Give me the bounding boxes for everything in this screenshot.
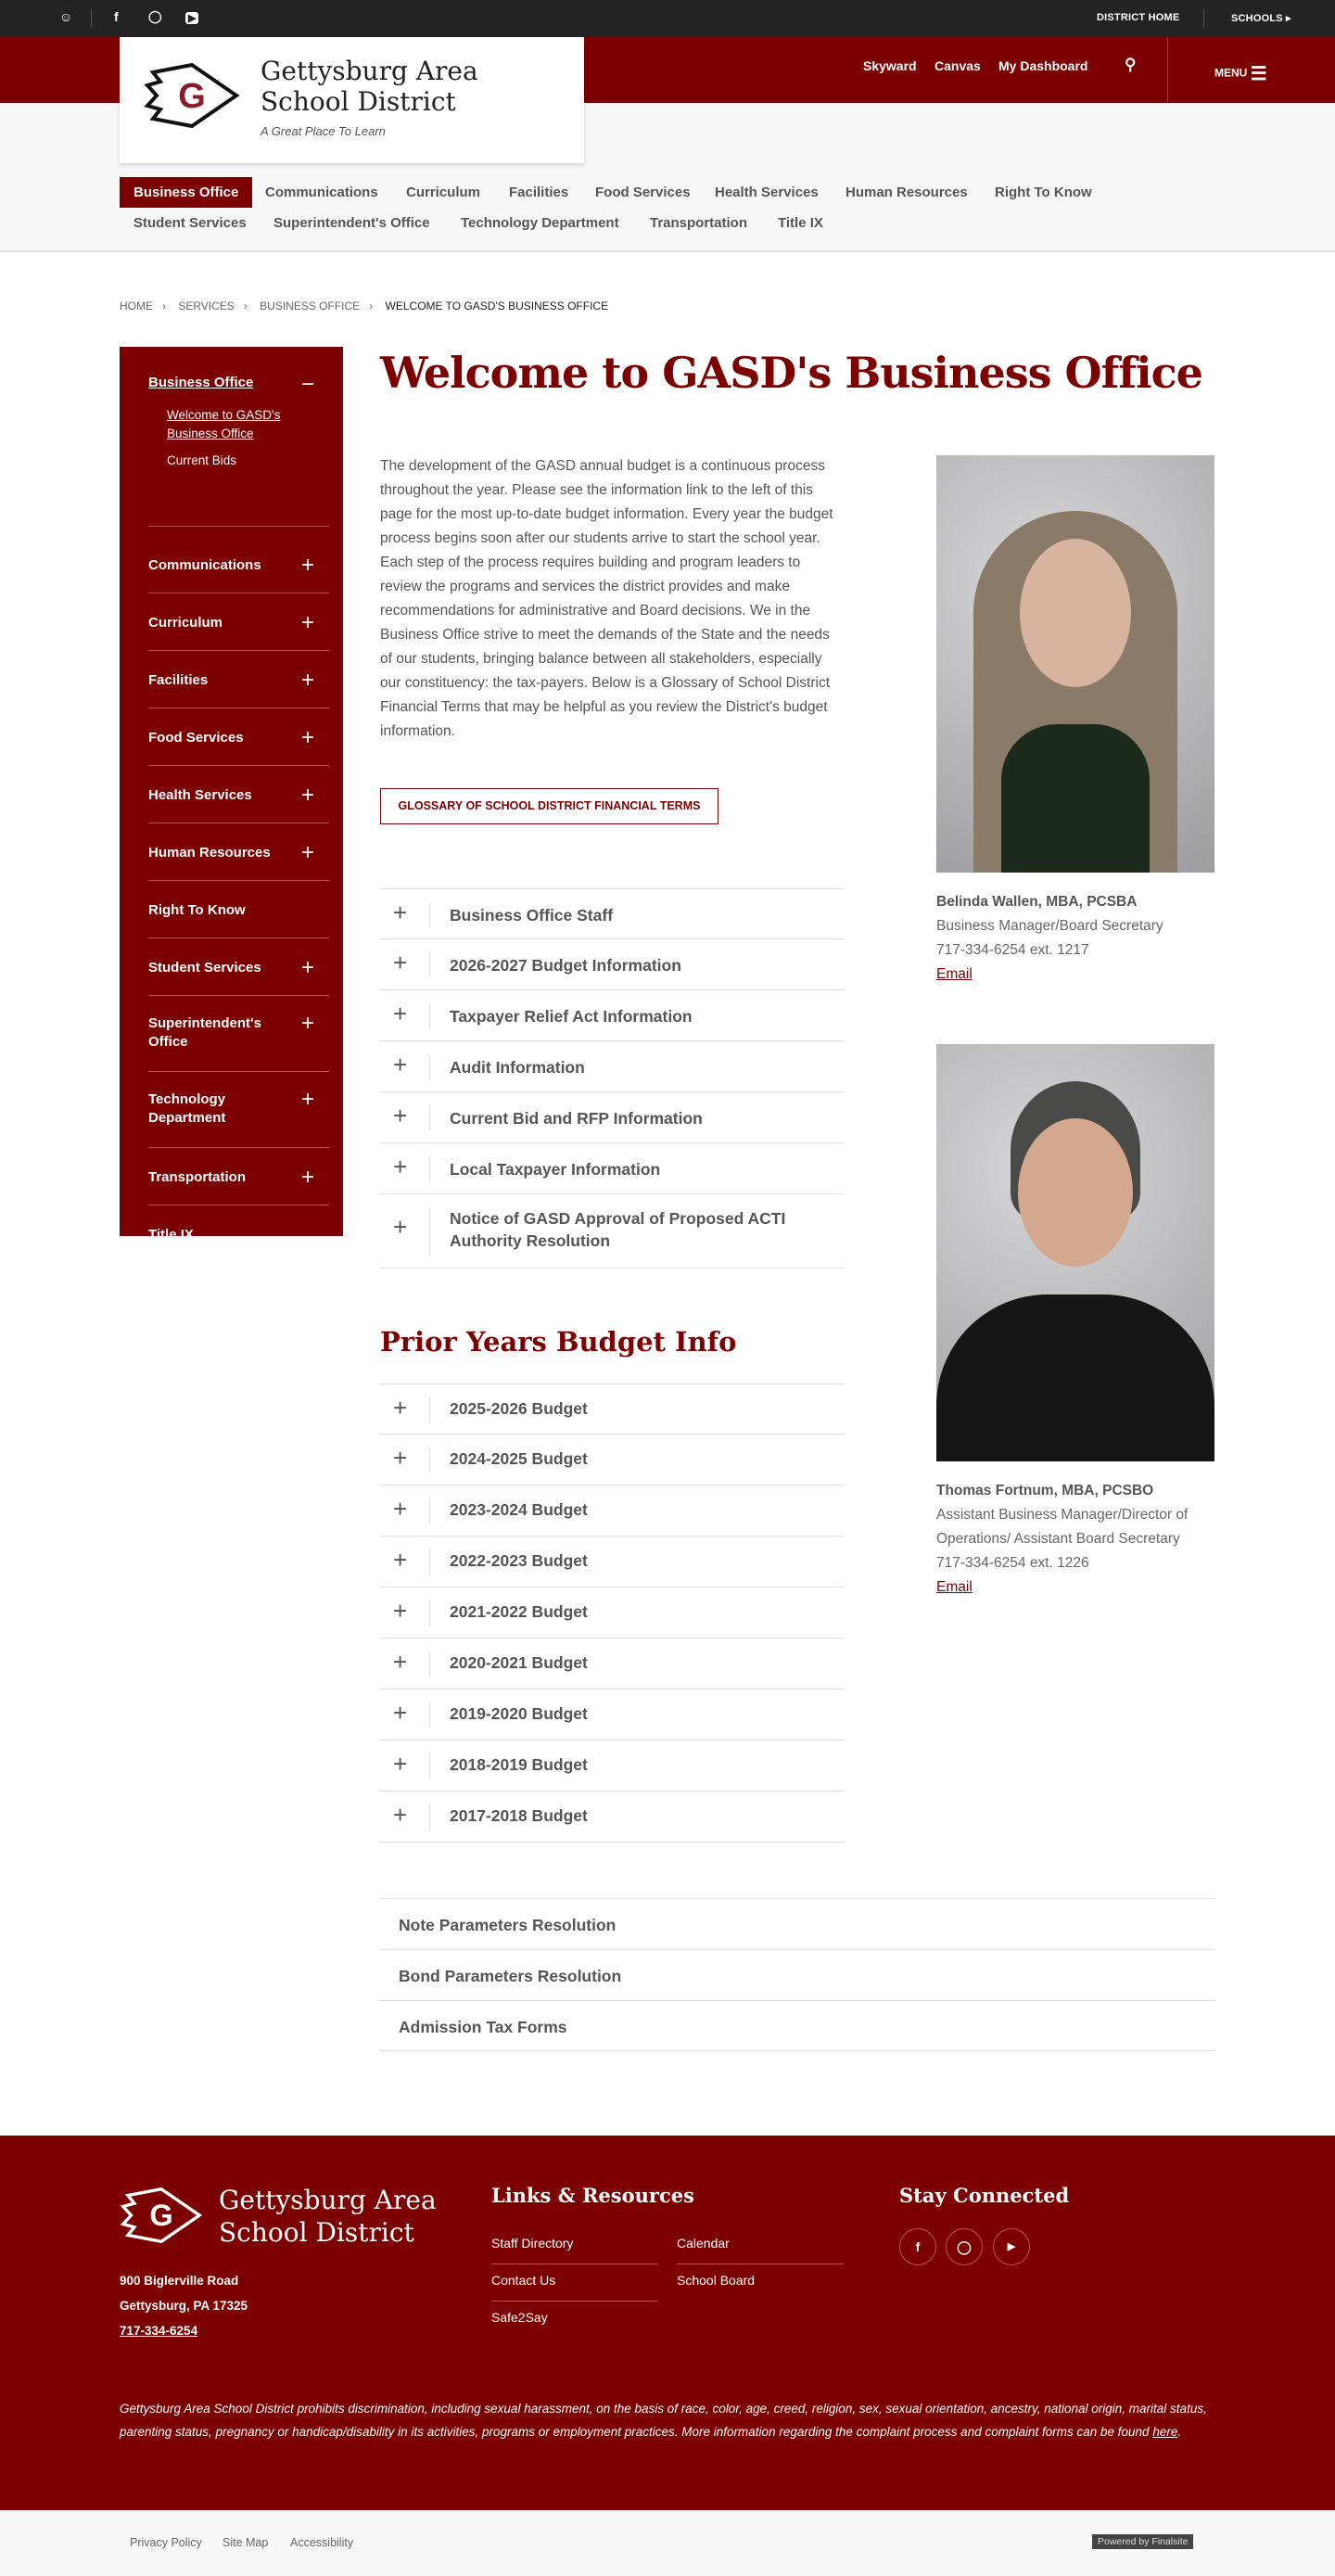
sidebar-item-label: Student Services — [148, 960, 261, 976]
nav-superintendents-office[interactable]: Superintendent's Office — [273, 215, 430, 231]
plus-icon[interactable]: + — [300, 668, 314, 693]
stay-connected-heading: Stay Connected — [899, 2184, 1070, 2207]
staff-title: Business Manager/Board Secretary — [936, 918, 1163, 934]
divider — [429, 1549, 430, 1575]
plus-icon[interactable]: + — [393, 949, 408, 976]
accordion-label: Local Taxpayer Information — [450, 1160, 661, 1179]
divider — [1203, 9, 1204, 28]
intro-text: The development of the GASD annual budget is a continuous process throughout the year. Please see the information link to the left of this page for the most up-to-date budget information. Every year the budget process begins soon after our students arrive to start the school year. Each step of the process requires building and program leaders to review the programs and services the district provides and make recommendations for administrative and Board decisions. We in the Business Office strive to meet the demands of the State and the needs of our students, bringing balance between all stakeholders, especially our constituency: the tax-payers. Below is a Glossary of School District Financial Terms that may be helpful as you review the District's budget information. — [380, 458, 833, 739]
accordion-label: 2020-2021 Budget — [450, 1653, 588, 1672]
chevron-right-icon: › — [369, 300, 374, 312]
arrowhead-logo-icon — [144, 63, 240, 128]
sidebar-item[interactable] — [148, 536, 329, 593]
sidebar-item-label: Technology Department — [148, 1091, 226, 1126]
divider — [429, 1600, 430, 1626]
staff-title: Assistant Business Manager/Director of Operations/ Assistant Board Secretary — [936, 1507, 1189, 1547]
breadcrumb-current: WELCOME TO GASD'S BUSINESS OFFICE — [385, 300, 609, 312]
nav-food-services[interactable]: Food Services — [595, 185, 691, 200]
resource-link[interactable]: Admission Tax Forms — [380, 2000, 1214, 2051]
sidebar-item[interactable] — [148, 766, 329, 823]
nav-transportation[interactable]: Transportation — [650, 215, 748, 231]
nav-communications[interactable]: Communications — [265, 185, 378, 200]
sidebar-item[interactable] — [148, 1072, 329, 1148]
sidebar-item-label: Food Services — [148, 730, 244, 746]
divider — [91, 9, 92, 28]
plus-icon[interactable]: + — [393, 1597, 408, 1625]
minus-icon[interactable]: − — [300, 372, 314, 397]
sidebar-sub-welcome[interactable]: Welcome to GASD's Business Office — [167, 408, 281, 440]
sidebar-item[interactable] — [148, 1148, 329, 1205]
sidebar-item-label: Human Resources — [148, 845, 271, 861]
schools-label: SCHOOLS — [1231, 13, 1283, 24]
footer-link-staff-directory[interactable]: Staff Directory — [491, 2236, 658, 2264]
footer-link-calendar[interactable]: Calendar — [677, 2236, 844, 2264]
chevron-right-icon: › — [243, 300, 248, 312]
sidebar-item[interactable] — [148, 881, 329, 938]
district-name: Gettysburg Area School District — [261, 56, 478, 117]
divider — [429, 952, 430, 977]
budget-year-item[interactable] — [380, 1741, 844, 1792]
staff-email-link[interactable]: Email — [936, 966, 973, 982]
plus-icon[interactable]: + — [300, 1011, 314, 1036]
staff-card — [936, 890, 1163, 987]
accordion-label: 2021-2022 Budget — [450, 1602, 588, 1621]
nav-right-to-know[interactable]: Right To Know — [995, 185, 1092, 200]
divider — [429, 1054, 430, 1079]
district-logo[interactable] — [120, 37, 584, 163]
sidebar-item-label: Right To Know — [148, 902, 246, 918]
section-sidebar — [120, 347, 343, 1243]
accordion-item[interactable] — [380, 939, 844, 990]
nav-business-office[interactable]: Business Office — [120, 177, 252, 208]
staff-email-link[interactable]: Email — [936, 1579, 973, 1595]
staff-photo-thomas-fortnum — [936, 1044, 1214, 1461]
budget-year-item[interactable] — [380, 1792, 844, 1843]
accordion-label: Current Bid and RFP Information — [450, 1109, 703, 1128]
powered-by-finalsite-badge[interactable]: Powered by Finalsite — [1092, 2534, 1193, 2549]
plus-icon[interactable]: + — [393, 1495, 408, 1523]
breadcrumb-services[interactable]: SERVICES — [178, 300, 235, 312]
privacy-policy-link[interactable]: Privacy Policy — [130, 2536, 202, 2549]
links-heading: Links & Resources — [491, 2184, 694, 2207]
budget-year-item[interactable] — [380, 1639, 844, 1690]
youtube-icon[interactable]: ▶ — [993, 2228, 1030, 2265]
divider — [429, 1156, 430, 1181]
notice-here-link[interactable]: here — [1152, 2425, 1178, 2439]
sidebar-item[interactable] — [148, 938, 329, 996]
sidebar-item-business-office[interactable] — [148, 372, 329, 527]
nav-facilities[interactable]: Facilities — [509, 185, 569, 200]
footer-phone-link[interactable]: 717-334-6254 — [120, 2324, 198, 2338]
budget-year-item[interactable] — [380, 1588, 844, 1639]
accordion-item[interactable] — [380, 1194, 844, 1269]
skyward-link[interactable]: Skyward — [863, 58, 917, 73]
divider — [429, 1804, 430, 1830]
resource-link[interactable]: Bond Parameters Resolution — [380, 1949, 1214, 2000]
divider — [429, 1447, 430, 1473]
breadcrumb-business-office[interactable]: BUSINESS OFFICE — [260, 300, 361, 312]
divider — [429, 902, 430, 927]
divider — [429, 1207, 430, 1256]
plus-icon[interactable]: + — [393, 1546, 408, 1574]
footer-link-school-board[interactable]: School Board — [677, 2273, 756, 2288]
breadcrumb — [120, 300, 617, 312]
accordion-label: Notice of GASD Approval of Proposed ACTI Authority Resolution — [450, 1209, 786, 1250]
accordion-label: 2022-2023 Budget — [450, 1551, 588, 1570]
accordion-item[interactable] — [380, 1092, 844, 1143]
plus-icon[interactable]: + — [393, 899, 408, 926]
nav-human-resources[interactable]: Human Resources — [846, 185, 968, 200]
accordion-item[interactable] — [380, 1143, 844, 1194]
budget-year-item[interactable] — [380, 1690, 844, 1741]
footer-link-contact-us[interactable]: Contact Us — [491, 2273, 658, 2302]
utility-bar — [0, 0, 1335, 37]
accordion-label: 2023-2024 Budget — [450, 1500, 588, 1519]
accordion-label: Audit Information — [450, 1058, 585, 1077]
staff-phone: 717-334-6254 ext. 1217 — [936, 942, 1089, 958]
nav-technology-department[interactable]: Technology Department — [461, 215, 619, 231]
menu-label: MENU — [1214, 66, 1248, 80]
staff-photo-belinda-wallen — [936, 455, 1214, 873]
sidebar-item[interactable] — [148, 1205, 329, 1252]
district-home-link[interactable]: DISTRICT HOME — [1097, 12, 1180, 23]
plus-icon[interactable]: + — [393, 1699, 408, 1727]
plus-icon[interactable]: + — [300, 1087, 314, 1112]
accordion-label: 2019-2020 Budget — [450, 1704, 588, 1723]
facebook-icon[interactable]: f — [114, 9, 119, 24]
site-map-link[interactable]: Site Map — [222, 2536, 269, 2549]
page-title: Welcome to GASD's Business Office — [380, 348, 1202, 398]
accordion-label: 2024-2025 Budget — [450, 1449, 588, 1468]
chat-icon[interactable]: ☺ — [59, 9, 73, 24]
nondiscrimination-notice: Gettysburg Area School District prohibits discrimination, including sexual harassment, on the basis of race, color, age, creed, religion, sex, sexual orientation, ancestry, national origin, marital status, parenting status, pregnancy or handicap/disability in its activities, programs or employment practices. More information regarding the complaint process and complaint forms can be found here. — [120, 2402, 1207, 2439]
divider — [429, 1753, 430, 1779]
legal-bar — [0, 2510, 1335, 2576]
divider — [429, 1702, 430, 1728]
accordion-label: 2026-2027 Budget Information — [450, 956, 681, 975]
sidebar-item-label: Title IX — [148, 1227, 194, 1243]
chevron-right-icon: › — [162, 300, 166, 312]
footer-address: 900 Biglerville Road Gettysburg, PA 17325 717-334-6254 — [120, 2274, 248, 2338]
plus-icon[interactable]: + — [393, 1648, 408, 1676]
sidebar-item-label: Communications — [148, 557, 261, 573]
footer-district-name: Gettysburg Area School District — [219, 2185, 437, 2248]
sidebar-item-label: Curriculum — [148, 615, 223, 631]
sidebar-item[interactable] — [148, 823, 329, 881]
sidebar-item-label: Health Services — [148, 787, 252, 803]
sidebar-item[interactable] — [148, 708, 329, 766]
nav-title-ix[interactable]: Title IX — [778, 215, 823, 231]
nav-curriculum[interactable]: Curriculum — [406, 185, 481, 200]
plus-icon[interactable]: + — [393, 1394, 408, 1422]
plus-icon[interactable]: + — [393, 1153, 408, 1180]
accordion-label: Business Office Staff — [450, 906, 614, 925]
plus-icon[interactable]: + — [393, 1750, 408, 1778]
youtube-icon[interactable]: ▶ — [185, 12, 198, 24]
arrowhead-logo-icon — [120, 2187, 203, 2243]
budget-year-item[interactable] — [380, 1486, 844, 1537]
plus-icon[interactable]: + — [393, 1051, 408, 1078]
resource-link[interactable]: Note Parameters Resolution — [380, 1898, 1214, 1949]
nav-student-services[interactable]: Student Services — [134, 215, 247, 231]
svg-text:G: G — [178, 77, 206, 116]
sidebar-item-label: Facilities — [148, 672, 209, 688]
sidebar-sub-current-bids[interactable]: Current Bids — [167, 453, 237, 467]
breadcrumb-home[interactable]: HOME — [120, 300, 153, 312]
plus-icon[interactable]: + — [300, 840, 314, 865]
dashboard-link[interactable]: My Dashboard — [998, 58, 1088, 73]
plus-icon[interactable]: + — [393, 1444, 408, 1472]
budget-year-item[interactable] — [380, 1384, 844, 1435]
plus-icon[interactable]: + — [300, 553, 314, 578]
glossary-button[interactable]: GLOSSARY OF SCHOOL DISTRICT FINANCIAL TERMS — [380, 788, 718, 824]
accordion-label: 2017-2018 Budget — [450, 1806, 588, 1825]
nav-health-services[interactable]: Health Services — [715, 185, 819, 200]
divider — [429, 1498, 430, 1524]
instagram-icon[interactable]: ◯ — [946, 2228, 983, 2265]
accordion-label: 2018-2019 Budget — [450, 1755, 588, 1774]
sidebar-item-label: Superintendent's Office — [148, 1015, 261, 1050]
budget-year-item[interactable] — [380, 1435, 844, 1486]
sidebar-item-label[interactable]: Business Office — [148, 375, 254, 390]
plus-icon[interactable]: + — [393, 1801, 408, 1829]
divider — [429, 1651, 430, 1677]
plus-icon[interactable]: + — [300, 955, 314, 980]
accordion-item[interactable] — [380, 990, 844, 1041]
prior-years-heading: Prior Years Budget Info — [380, 1326, 737, 1358]
staff-card — [936, 1479, 1214, 1600]
divider — [1167, 37, 1168, 103]
staff-phone: 717-334-6254 ext. 1226 — [936, 1555, 1089, 1571]
sidebar-item[interactable] — [148, 996, 329, 1072]
tagline: A Great Place To Learn — [261, 124, 386, 138]
accessibility-link[interactable]: Accessibility — [290, 2536, 354, 2549]
plus-icon[interactable]: + — [300, 783, 314, 808]
budget-year-item[interactable] — [380, 1537, 844, 1588]
sidebar-item-label: Transportation — [148, 1169, 247, 1185]
facebook-icon[interactable]: f — [899, 2228, 936, 2265]
svg-text:G: G — [149, 2199, 173, 2233]
plus-icon[interactable]: + — [300, 725, 314, 750]
menu-button[interactable] — [1214, 62, 1267, 85]
plus-icon[interactable]: + — [393, 1102, 408, 1129]
accordion-item[interactable] — [380, 1041, 844, 1092]
accordion-item[interactable] — [380, 888, 844, 939]
divider — [429, 1397, 430, 1422]
plus-icon[interactable]: + — [393, 1000, 408, 1027]
accordion-label: 2025-2026 Budget — [450, 1399, 588, 1418]
accordion-label: Taxpayer Relief Act Information — [450, 1007, 693, 1026]
instagram-icon[interactable]: ◯ — [148, 9, 162, 23]
plus-icon[interactable]: + — [300, 1165, 314, 1190]
plus-icon[interactable]: + — [300, 610, 314, 635]
sidebar-item[interactable] — [148, 651, 329, 708]
sidebar-item[interactable] — [148, 593, 329, 651]
divider — [429, 1003, 430, 1028]
schools-dropdown[interactable]: SCHOOLS ▸ — [1231, 13, 1291, 24]
staff-name: Thomas Fortnum, MBA, PCSBO — [936, 1483, 1154, 1498]
plus-icon[interactable]: + — [393, 1213, 408, 1241]
canvas-link[interactable]: Canvas — [934, 58, 981, 73]
footer — [0, 2136, 1335, 2510]
staff-name: Belinda Wallen, MBA, PCSBA — [936, 894, 1138, 910]
hamburger-icon: ☰ — [1250, 64, 1267, 84]
footer-link-safe2say[interactable]: Safe2Say — [491, 2310, 548, 2325]
divider — [429, 1105, 430, 1130]
search-icon[interactable]: ⚲ — [1125, 56, 1137, 73]
